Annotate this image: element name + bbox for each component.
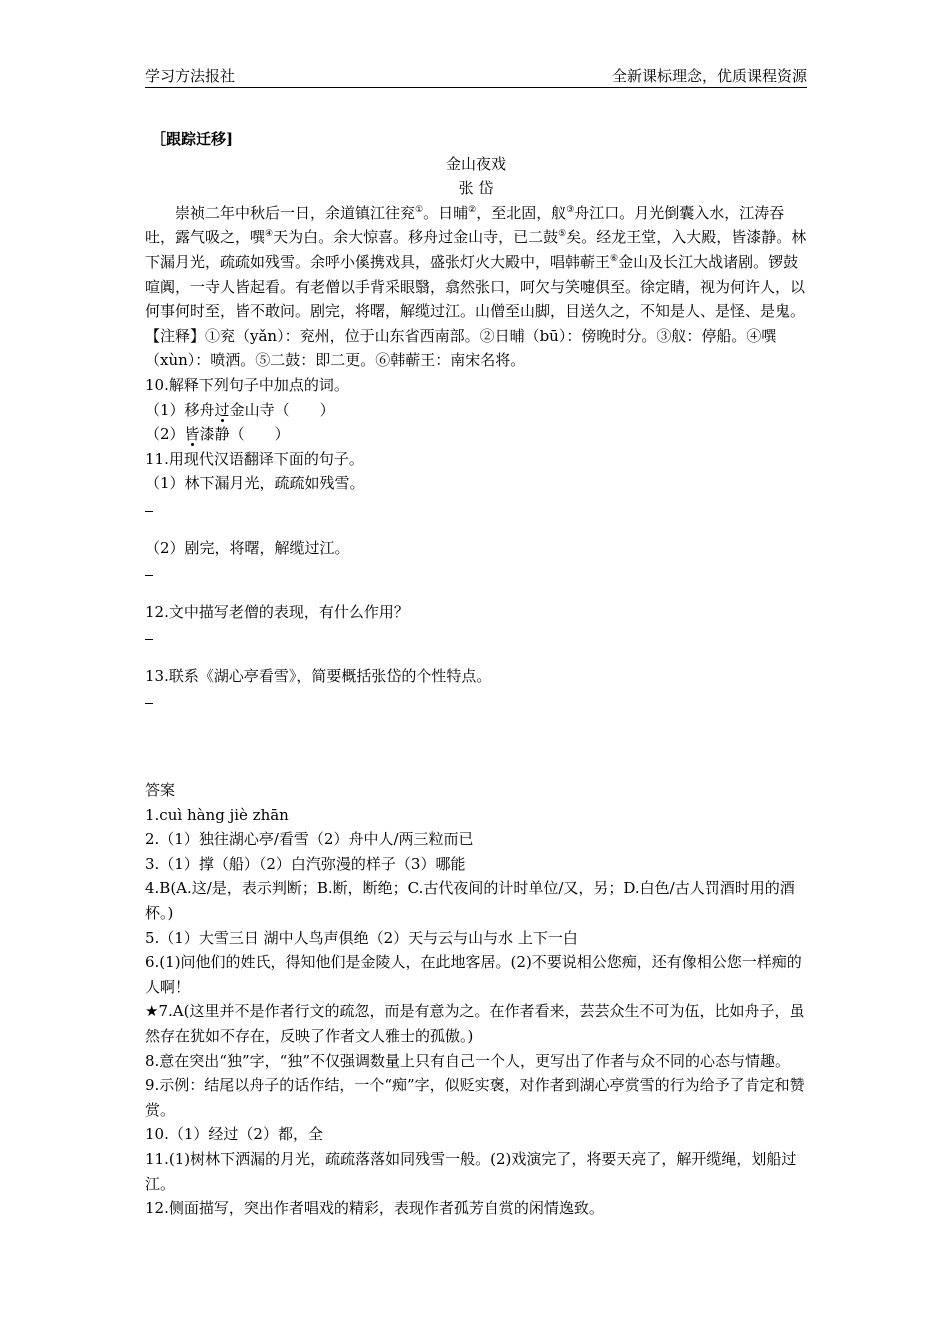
answers-title: 答案 — [145, 781, 176, 800]
body-text: 天为白。余大惊喜。移舟过金山寺，已二鼓 — [273, 228, 559, 247]
body-text: 崇祯二年中秋后一日，余道镇江往兖 — [175, 203, 416, 222]
page-header — [145, 63, 807, 88]
body-text: 舟江口。月光倒囊入水，江涛吞吐，露气吸之，噀 — [145, 203, 785, 247]
article-title: 金山夜戏 — [445, 154, 506, 173]
answer-3: 3.（1）撑（船）（2）白汽弥漫的样子（3）哪能 — [145, 854, 466, 873]
body-text: ，至北固，舣 — [476, 203, 567, 222]
article-author: 张 岱 — [458, 179, 494, 198]
body-text: 矣。经龙王堂，入大殿，皆漆静。林下漏月光，疏疏如残雪。余呼小傒携戏具，盛张灯火大殿中，唱韩蕲王 — [145, 228, 807, 271]
question-10-2 — [145, 422, 807, 447]
answer-8: 8.意在突出“独”字，“独”不仅强调数量上只有自己一个人，更写出了作者与众不同的心态与情趣。 — [145, 1051, 790, 1070]
spacer — [145, 728, 807, 778]
question-text: （1）移舟 — [145, 400, 215, 419]
dotted-word: 过 — [214, 400, 230, 419]
header-publisher: 学习方法报社 — [145, 67, 236, 85]
note-marker: ② — [468, 204, 477, 215]
answer-11: 11.(1)树林下洒漏的月光，疏疏落落如同残雪一般。(2)戏演完了，将要天亮了，解开缆绳，划船过江。 — [145, 1149, 797, 1193]
question-10-1 — [145, 398, 807, 423]
answer-5: 5.（1）大雪三日 湖中人鸟声俱绝（2）天与云与山与水 上下一白 — [145, 928, 578, 947]
question-13: 13.联系《湖心亭看雪》，简要概括张岱的个性特点。 — [145, 666, 492, 685]
header-slogan: 全新课标理念，优质课程资源 — [611, 67, 807, 85]
note-marker: ① — [415, 204, 424, 215]
question-12: 12.文中描写老僧的表现，有什么作用？ — [145, 602, 409, 621]
answer-9: 9.示例：结尾以舟子的话作结，一个“痴”字，似贬实褒，对作者到湖心亭赏雪的行为给予了肯定和赞赏。 — [145, 1076, 805, 1119]
answer-blank — [145, 511, 807, 536]
question-11: 11.用现代汉语翻译下面的句子。 — [145, 449, 364, 468]
note-marker: ⑥ — [610, 253, 619, 264]
question-10: 10.解释下列句子中加点的词。 — [145, 375, 349, 394]
answer-blank — [145, 575, 807, 600]
answer-6: 6.(1)问他们的姓氏，得知他们是金陵人，在此地客居。(2)不要说相公您痴，还有像相公您一样痴的人啊！ — [145, 953, 802, 996]
answer-2: 2.（1）独往湖心亭/看雪（2）舟中人/两三粒而已 — [145, 830, 474, 849]
question-text: （2） — [145, 425, 185, 444]
answer-blank — [145, 703, 807, 728]
main-content — [145, 127, 807, 1221]
question-text: 金山寺（ ） — [229, 400, 335, 419]
answer-10: 10.（1）经过（2）都，全 — [145, 1125, 323, 1144]
dotted-word: 皆 — [184, 425, 200, 444]
body-text: 金山及长江大战诸剧。锣鼓喧阗，一寺人皆起看。有老僧以手背采眼翳，翕然张口，呵欠与笑嚏俱至。徐定睛，视为何许人，以何事何时至，皆不敢问。剧完，将曙，解缆过江。山僧至山脚，目送久之，不知是人、是怪、是鬼。 — [145, 252, 806, 321]
question-text: 漆静（ ） — [199, 425, 290, 444]
question-11-2: （2）剧完，将曙，解缆过江。 — [145, 538, 350, 557]
answer-7: ★7.A(这里并不是作者行文的疏忽，而是有意为之。在作者看来，芸芸众生不可为伍，比如舟子，虽然存在犹如不存在，反映了作者文人雅士的孤傲。) — [145, 1002, 805, 1045]
note-marker: ③ — [566, 204, 575, 215]
article-notes: 【注释】①兖（yǎn）：兖州，位于山东省西南部。②日晡（bū）：傍晚时分。③舣：停船。④噀（xùn）：喷洒。⑤二鼓：即二更。⑥韩蕲王：南宋名将。 — [145, 326, 777, 370]
article-body — [145, 201, 807, 324]
note-marker: ④ — [265, 229, 274, 240]
answer-4: 4.B(A.这/是，表示判断；B.断，断绝；C.古代夜间的计时单位/又，另；D.白色/古人罚酒时用的酒杯。) — [145, 879, 795, 923]
answer-12: 12.侧面描写，突出作者唱戏的精彩，表现作者孤芳自赏的闲情逸致。 — [145, 1199, 604, 1218]
question-11-1: （1）林下漏月光，疏疏如残雪。 — [145, 474, 365, 493]
section-title: ［跟踪迁移] — [151, 130, 234, 148]
body-text: 。日晡 — [423, 203, 469, 222]
answer-blank — [145, 639, 807, 664]
answer-1: 1.cuì hàng jiè zhān — [145, 805, 289, 824]
note-marker: ⑤ — [558, 229, 567, 240]
